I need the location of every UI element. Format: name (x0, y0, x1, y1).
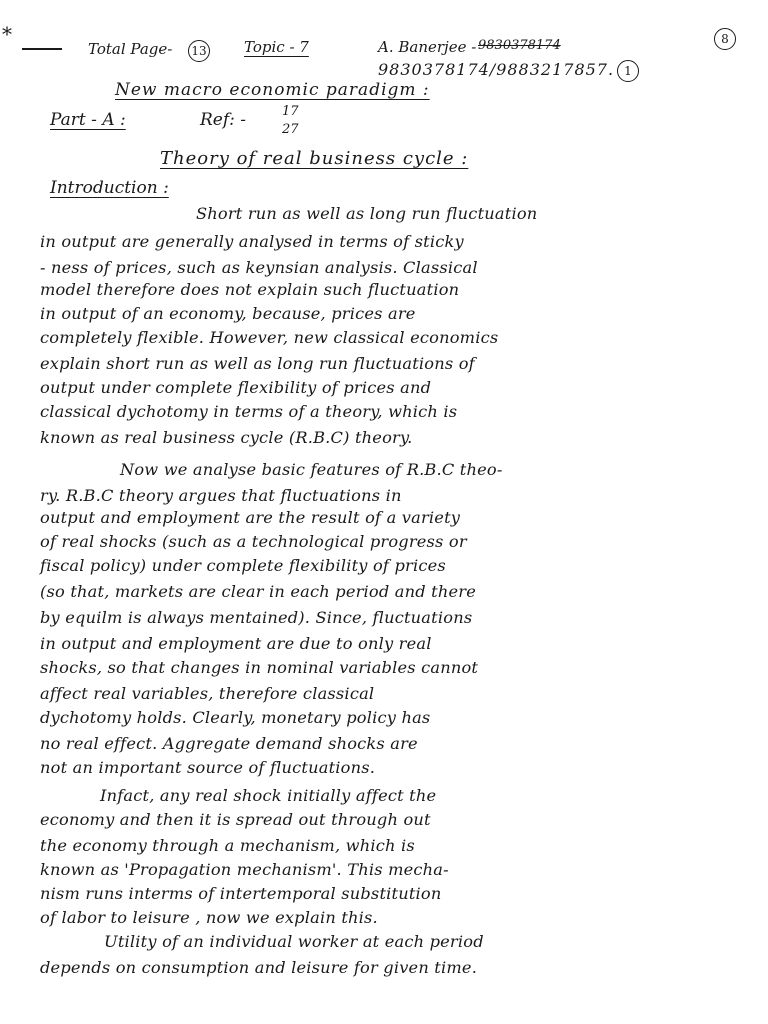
text-line: Now we analyse basic features of R.B.C theo- (120, 460, 503, 479)
struck-phone: 9830378174 (478, 38, 561, 53)
text-line: known as real business cycle (R.B.C) theory. (40, 428, 413, 447)
topic-label: Topic - 7 (244, 38, 309, 56)
text-line: output under complete flexibility of prices and (40, 378, 432, 397)
text-line: dychotomy holds. Clearly, monetary policy has (40, 708, 431, 727)
subtitle: Theory of real business cycle : (160, 148, 469, 169)
text-line: output and employment are the result of a variety (40, 508, 461, 527)
ref-number-bottom: 27 (282, 122, 299, 137)
text-line: explain short run as well as long run fluctuations of (40, 354, 475, 373)
text-line: fiscal policy) under complete flexibility of prices (40, 556, 446, 575)
text-line: in output of an economy, because, prices are (40, 304, 416, 323)
text-line: shocks, so that changes in nominal variables cannot (40, 658, 479, 677)
corner-number-circle (714, 28, 736, 50)
text-line: completely flexible. However, new classical economics (40, 328, 499, 347)
part-label: Part - A : (50, 110, 126, 130)
text-line: not an important source of fluctuations. (40, 758, 376, 777)
text-line: of labor to leisure , now we explain this. (40, 908, 378, 927)
text-line: depends on consumption and leisure for given time. (40, 958, 478, 977)
text-line: nism runs interms of intertemporal substitution (40, 884, 442, 903)
text-line: classical dychotomy in terms of a theory, which is (40, 402, 458, 421)
text-line: no real effect. Aggregate demand shocks are (40, 734, 418, 753)
margin-star: * (2, 22, 12, 46)
text-line: (so that, markets are clear in each period and there (40, 582, 476, 601)
text-line: in output and employment are due to only real (40, 634, 432, 653)
total-pages-label: Total Page- (88, 40, 173, 58)
page-number-circle (617, 60, 639, 82)
text-line: ry. R.B.C theory argues that fluctuations in (40, 486, 402, 505)
margin-dash (22, 48, 62, 50)
text-line: Infact, any real shock initially affect the (100, 786, 437, 805)
text-line: - ness of prices, such as keynsian analysis. Classical (40, 258, 478, 277)
text-line: affect real variables, therefore classical (40, 684, 375, 703)
text-line: by equilm is always mentained). Since, fluctuations (40, 608, 473, 627)
text-line: in output are generally analysed in terms of sticky (40, 232, 464, 251)
section-heading: Introduction : (50, 178, 169, 198)
text-line: Utility of an individual worker at each period (104, 932, 484, 951)
total-pages-number: 13 (191, 44, 207, 58)
text-line: the economy through a mechanism, which is (40, 836, 415, 855)
total-pages-circle (188, 40, 210, 62)
text-line: known as 'Propagation mechanism'. This mecha- (40, 860, 449, 879)
text-line: economy and then it is spread out through out (40, 810, 431, 829)
author-name: A. Banerjee - (378, 38, 477, 56)
ref-number-top: 17 (282, 104, 299, 119)
phone-numbers: 9830378174/9883217857. (378, 60, 615, 79)
text-line: model therefore does not explain such fluctuation (40, 280, 460, 299)
main-title: New macro economic paradigm : (115, 80, 430, 100)
page-number: 1 (624, 64, 632, 78)
ref-label: Ref: - (200, 110, 247, 130)
text-line: of real shocks (such as a technological progress or (40, 532, 467, 551)
corner-number: 8 (721, 32, 729, 46)
text-line: Short run as well as long run fluctuation (196, 204, 538, 223)
